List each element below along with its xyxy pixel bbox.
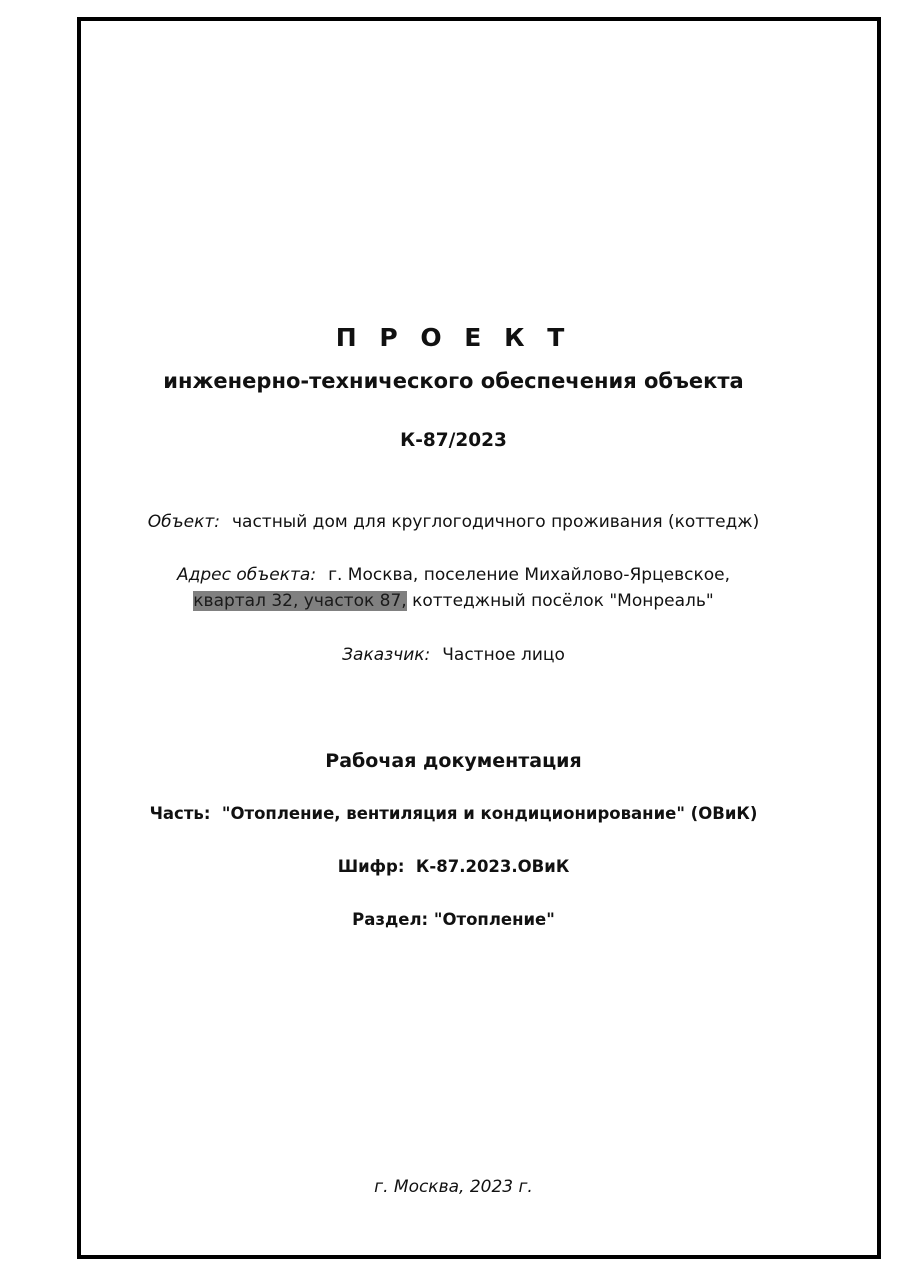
- address-highlighted-text[interactable]: квартал 32, участок 87,: [193, 591, 407, 611]
- customer-line: [0, 645, 907, 665]
- address-line-2: [0, 591, 907, 611]
- address-value-line-1: г. Москва, поселение Михайлово-Ярцевское,: [328, 565, 730, 585]
- customer-value: Частное лицо: [442, 645, 565, 665]
- page-border-frame: [77, 17, 881, 1259]
- cipher-line: Шифр: К-87.2023.ОВиК: [337, 857, 570, 876]
- work-documentation-heading: Рабочая документация: [325, 750, 582, 772]
- footer-city-year: г. Москва, 2023 г.: [374, 1177, 533, 1197]
- part-line: Часть: "Отопление, вентиляция и кондиционирование" (ОВиК): [149, 804, 758, 823]
- address-value-line-2: коттеджный посёлок "Монреаль": [406, 591, 714, 611]
- document-subtitle: инженерно-технического обеспечения объекта: [163, 369, 744, 393]
- object-value: частный дом для круглогодичного проживания (коттедж): [231, 512, 760, 532]
- address-line-1: [0, 565, 907, 585]
- document-title: П Р О Е К Т: [335, 323, 572, 352]
- object-label: Объект:: [147, 512, 220, 532]
- address-label: Адрес объекта:: [177, 565, 317, 585]
- object-line: [0, 512, 907, 532]
- customer-label: Заказчик:: [342, 645, 431, 665]
- section-line: Раздел: "Отопление": [352, 910, 555, 929]
- project-code: К-87/2023: [400, 430, 507, 451]
